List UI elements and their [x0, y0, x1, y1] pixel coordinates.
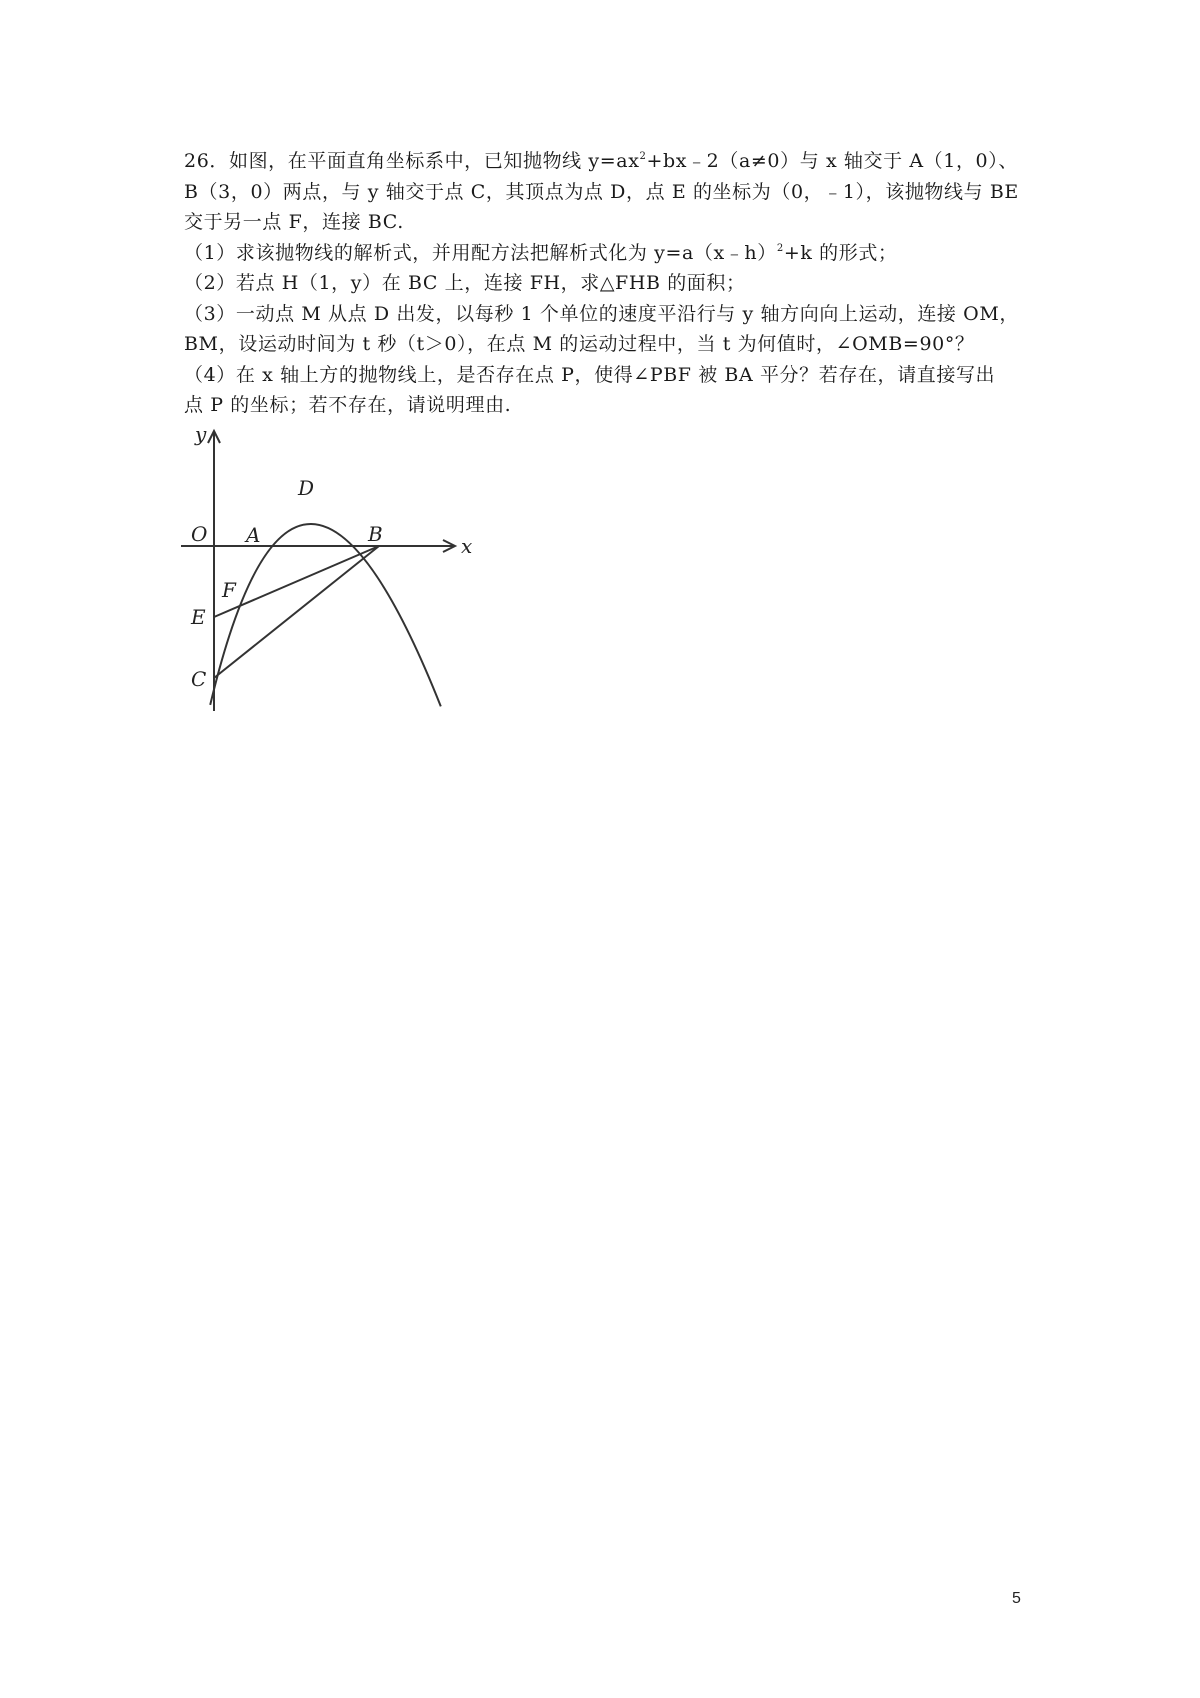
label-B: B — [368, 522, 383, 546]
label-y: y — [195, 427, 207, 446]
segment-BC — [214, 546, 379, 678]
parabola-figure — [175, 427, 475, 711]
question-3-line-2: BM，设运动时间为 t 秒（t＞0），在点 M 的运动过程中，当 t 为何值时，∠OMB=90°？ — [184, 333, 975, 355]
problem-statement-line-2: B（3，0）两点，与 y 轴交于点 C，其顶点为点 D，点 E 的坐标为（0，﹣1），该抛物线与 BE — [184, 180, 1019, 203]
label-F: F — [222, 578, 236, 602]
problem-statement-line-1-a: 26．如图，在平面直角坐标系中，已知抛物线 y=ax — [184, 150, 640, 172]
label-C: C — [191, 667, 207, 691]
question-1-b: +k 的形式； — [783, 241, 898, 264]
problem-statement-line-1-b: +bx﹣2（a≠0）与 x 轴交于 A（1，0）、 — [646, 150, 1018, 172]
label-E: E — [191, 605, 206, 629]
figure-svg — [175, 427, 475, 711]
question-2: （2）若点 H（1，y）在 BC 上，连接 FH，求△FHB 的面积； — [184, 272, 746, 294]
exponent: 2 — [639, 151, 647, 162]
question-4-line-2: 点 P 的坐标；若不存在，请说明理由. — [184, 394, 512, 416]
exponent: 2 — [776, 242, 784, 254]
problem-statement-line-3: 交于另一点 F，连接 BC. — [184, 211, 404, 233]
problem-text — [184, 146, 1029, 421]
question-1-a: （1）求该抛物线的解析式，并用配方法把解析式化为 y=a（x﹣h） — [184, 241, 777, 264]
question-1 — [184, 238, 1029, 269]
page-number: 5 — [1012, 1590, 1021, 1607]
label-A: A — [246, 523, 261, 547]
label-x: x — [461, 534, 473, 558]
problem-statement-line-1 — [184, 146, 1029, 177]
label-O: O — [191, 522, 208, 546]
parabola-curve — [210, 524, 441, 706]
question-3-line-1: （3）一动点 M 从点 D 出发，以每秒 1 个单位的速度平沿行与 y 轴方向向上运动，连接 OM， — [184, 302, 1019, 325]
label-D: D — [298, 476, 315, 500]
question-4-line-1: （4）在 x 轴上方的抛物线上，是否存在点 P，使得∠PBF 被 BA 平分？若存在，请直接写出 — [184, 363, 996, 386]
